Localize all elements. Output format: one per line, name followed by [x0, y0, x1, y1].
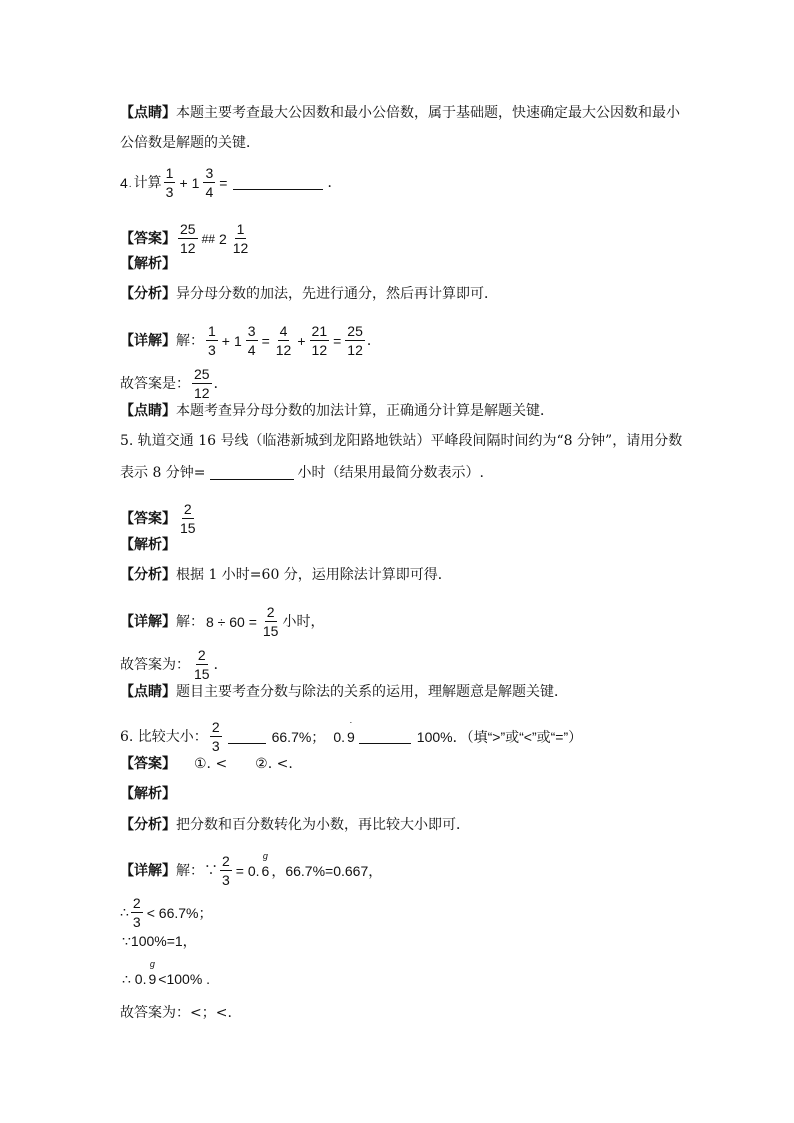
answer-line: 【答案】 ①. < ②. <. [120, 756, 293, 772]
final-answer-line: 故答案为： $\frac{2}{15}$ ． [120, 647, 228, 682]
answer-blank [233, 175, 323, 190]
answer-blank-2 [359, 729, 411, 744]
detail-line: 【详解】 解： 8 ÷ 60 = $\frac{2}{15}$ 小时， [120, 604, 325, 639]
detail-line-3: ∵100%=1， [122, 933, 197, 949]
analysis-heading: 【解析】 [120, 786, 176, 802]
repeating-dot: · [349, 716, 353, 727]
fenxi-line: 【分析】 根据 1 小时=60 分，运用除法计算即可得． [120, 567, 452, 583]
detail-line: 【详解】 解：∵ $\frac{2}{3}$ = 0. 6 g ，66.7%=0.667， [120, 850, 383, 888]
dianjing-text: 本题主要考查最大公因数和最小公倍数，属于基础题，快速确定最大公因数和最小 [176, 105, 680, 121]
dianjing-tag: 【点睛】 [120, 105, 176, 121]
question-5-line-1: 5. 轨道交通 16 号线（临港新城到龙阳路地铁站）平峰段间隔时间约为“8 分钟”，请用分数 [120, 433, 683, 449]
question-number: 4 [120, 174, 128, 191]
answer-mixed-number: 2 $\frac{1}{12}$ [218, 221, 249, 256]
answer-separator: ## [201, 231, 215, 246]
fenxi-line: 【分析】 把分数和百分数转化为小数，再比较大小即可． [120, 817, 470, 833]
fraction: $\frac{1}{3}$ [165, 165, 174, 200]
answer-blank [210, 465, 294, 480]
dianjing-line-q4: 【点睛】 本题考查异分母分数的加法计算，正确通分计算是解题关键． [120, 403, 554, 419]
dianjing-line-1 [120, 106, 704, 120]
question-4: 4 . 计算 $\frac{1}{3}$ + 1 $\frac{3}{4}$ = ． [120, 165, 342, 200]
dianjing-line-q5: 【点睛】 题目主要考查分数与除法的关系的运用，理解题意是解题关键． [120, 684, 568, 700]
detail-line-4: ∴ 0. 9 g <100% . [122, 959, 211, 987]
fenxi-line: 【分析】 异分母分数的加法，先进行通分，然后再计算即可． [120, 286, 498, 302]
question-number-dot: . [128, 180, 132, 190]
analysis-heading: 【解析】 [120, 256, 176, 272]
mixed-number: 1 $\frac{3}{4}$ [191, 165, 214, 200]
dianjing-text-2: 公倍数是解题的关键． [120, 135, 260, 151]
final-answer-line: 故答案为：<；<. [120, 1005, 232, 1021]
dianjing-line-2 [120, 136, 704, 150]
answer-fraction: $\frac{25}{12}$ [180, 221, 196, 256]
answer-line [120, 222, 704, 255]
detail-line-2: ∴ $\frac{2}{3}$ < 66.7%； [120, 895, 213, 930]
answer-line: 【答案】 $\frac{2}{15}$ [120, 501, 196, 536]
final-answer-line: 故答案是： $\frac{25}{12}$ ． [120, 366, 228, 401]
question-5-line-2: 表示 8 分钟= 小时（结果用最简分数表示）. [120, 464, 484, 481]
analysis-heading: 【解析】 [120, 537, 176, 553]
detail-line: 【详解】 解： $\frac{1}{3}$ + 1 $\frac{3}{4}$ = $\frac{4}{12}$ + $\frac{21}{12}$ = $\frac{25}{12}$ ． [120, 323, 381, 358]
question-prefix: 计算 [133, 174, 162, 191]
answer-tag: 【答案】 [120, 230, 176, 247]
question-6: 6. 比较大小： $\frac{2}{3}$ 66.7%； 0. 9 · 100%．（填“>”或“<”或“=”） [120, 716, 583, 754]
answer-blank-1 [228, 729, 266, 744]
